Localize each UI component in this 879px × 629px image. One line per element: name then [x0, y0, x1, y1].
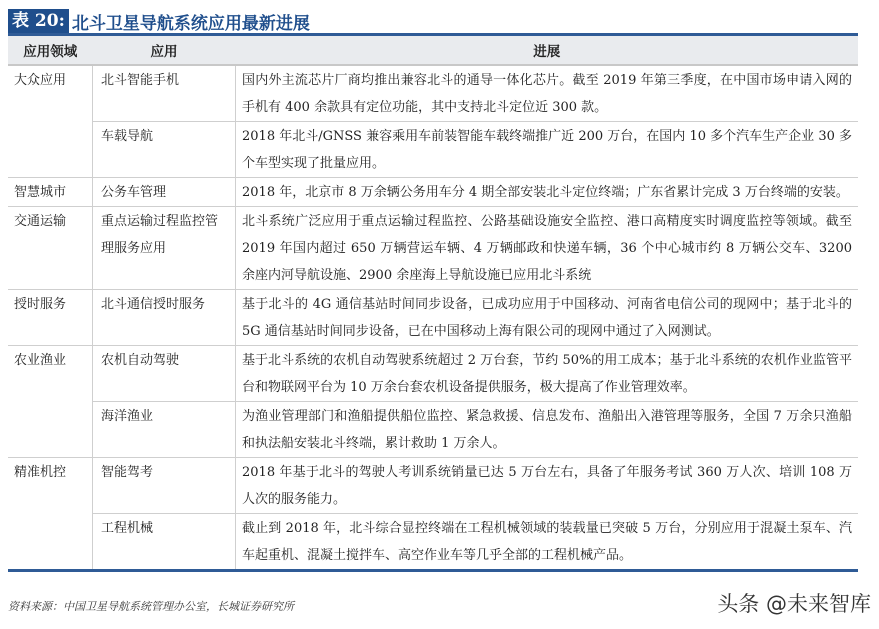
progress-cell: 国内外主流芯片厂商均推出兼容北斗的通导一体化芯片。截至 2019 年第三季度，在中国市场申请入网的手机有 400 余款具有定位功能，其中支持北斗定位近 300 款。: [236, 65, 859, 122]
table-row: [8, 290, 858, 346]
app-cell: 智能驾考: [93, 458, 236, 514]
app-cell: 车载导航: [93, 122, 236, 178]
app-cell: 重点运输过程监控管理服务应用: [93, 207, 236, 290]
app-cell: 北斗通信授时服务: [93, 290, 236, 346]
table-row: [8, 346, 858, 402]
source-note: 资料来源：中国卫星导航系统管理办公室，长城证券研究所: [8, 600, 294, 613]
progress-cell: 截止到 2018 年，北斗综合显控终端在工程机械领域的装载量已突破 5 万台，分别应用于混凝土泵车、汽车起重机、混凝土搅拌车、高空作业车等几乎全部的工程机械产品。: [236, 514, 859, 571]
app-cell: 北斗智能手机: [93, 65, 236, 122]
app-cell: 工程机械: [93, 514, 236, 571]
progress-cell: 2018 年北斗/GNSS 兼容乘用车前装智能车载终端推广近 200 万台，在国内 10 多个汽车生产企业 30 多个车型实现了批量应用。: [236, 122, 859, 178]
table-number: 表 20:: [8, 9, 69, 33]
progress-cell: 北斗系统广泛应用于重点运输过程监控、公路基础设施安全监控、港口高精度实时调度监控等领域。截至 2019 年国内超过 650 万辆营运车辆、4 万辆邮政和快递车辆，36 个中心城市约 8 万辆公交车、3200 余座内河导航设施、2900 余座海上导航设施已应用北斗系统: [236, 207, 859, 290]
table-row: [8, 402, 858, 458]
table-title: [8, 9, 310, 33]
header-row: [8, 35, 858, 66]
header-app: 应用: [93, 35, 236, 66]
domain-cell: 大众应用: [8, 65, 93, 178]
table-row: [8, 122, 858, 178]
progress-cell: 基于北斗的 4G 通信基站时间同步设备，已成功应用于中国移动、河南省电信公司的现网中；基于北斗的 5G 通信基站时间同步设备，已在中国移动上海有限公司的现网中通过了入网测试。: [236, 290, 859, 346]
header-domain: 应用领域: [8, 35, 93, 66]
progress-cell: 2018 年基于北斗的驾驶人考训系统销量已达 5 万台左右，具备了年服务考试 360 万人次、培训 108 万人次的服务能力。: [236, 458, 859, 514]
table-row: [8, 65, 858, 122]
table-row: [8, 178, 858, 207]
progress-cell: 为渔业管理部门和渔船提供船位监控、紧急救援、信息发布、渔船出入港管理等服务，全国 7 万余只渔船和执法船安装北斗终端，累计救助 1 万余人。: [236, 402, 859, 458]
header-progress: 进展: [236, 35, 859, 66]
domain-cell: 授时服务: [8, 290, 93, 346]
domain-cell: 精准机控: [8, 458, 93, 571]
progress-cell: 2018 年，北京市 8 万余辆公务用车分 4 期全部安装北斗定位终端；广东省累计完成 3 万台终端的安装。: [236, 178, 859, 207]
progress-cell: 基于北斗系统的农机自动驾驶系统超过 2 万台套，节约 50%的用工成本；基于北斗系统的农机作业监管平台和物联网平台为 10 万余台套农机设备提供服务，极大提高了作业管理效率。: [236, 346, 859, 402]
domain-cell: 交通运输: [8, 207, 93, 290]
domain-cell: 智慧城市: [8, 178, 93, 207]
app-cell: 公务车管理: [93, 178, 236, 207]
table-row: [8, 207, 858, 290]
app-cell: 农机自动驾驶: [93, 346, 236, 402]
beidou-application-table: [8, 33, 858, 572]
table-row: [8, 458, 858, 514]
table-title-text: 北斗卫星导航系统应用最新进展: [71, 13, 310, 34]
watermark: 头条 @未来智库: [717, 592, 871, 616]
domain-cell: 农业渔业: [8, 346, 93, 458]
table-row: [8, 514, 858, 571]
app-cell: 海洋渔业: [93, 402, 236, 458]
